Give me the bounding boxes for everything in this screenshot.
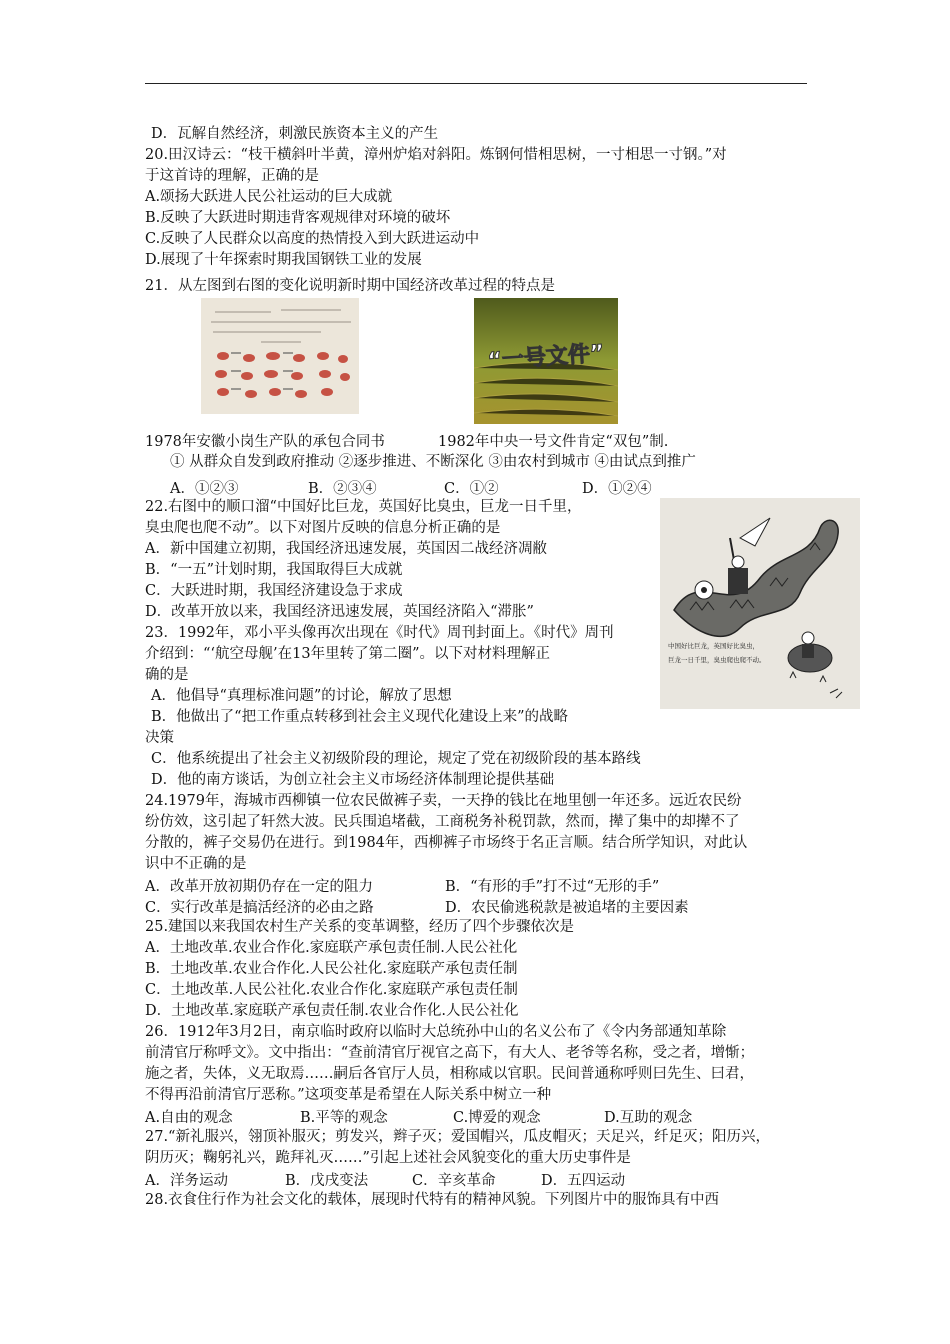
dragon-cartoon [660,498,860,709]
q24-stem-line4: 识中不正确的是 [145,856,247,872]
q21-option-d: D．①②④ [582,481,652,497]
contract-illustration [201,298,359,414]
figure-caption-right: 1982年中央一号文件肯定“双包”制. [438,434,669,450]
cartoon-caption-line1: 中国好比巨龙，英国好比臭虫， [668,642,759,650]
q27-stem-line2: 阴历灭；鞠躬礼兴，跪拜礼灭……”引起上述社会风貌变化的重大历史事件是 [145,1150,631,1166]
document-no1-photo [474,298,618,424]
q22-option-d: D．改革开放以来，我国经济迅速发展，英国经济陷入“滞胀” [145,604,534,620]
q25-option-d: D．土地改革.家庭联产承包责任制.农业合作化.人民公社化 [145,1003,519,1019]
q20-stem-line1: 20.田汉诗云：“枝干横斜叶半黄，漳州炉焰对斜阳。炼钢何惜相思树，一寸相思一寸钢。”对 [145,147,727,163]
q25-option-c: C．土地改革.人民公社化.农业合作化.家庭联产承包责任制 [145,982,518,998]
q24-stem-line2: 纷仿效，这引起了轩然大波。民兵围追堵截，工商税务补税罚款，然而，撵了集中的却撵不了 [145,814,740,830]
q20-option-b: B.反映了大跃进时期违背客观规律对环境的破坏 [145,210,451,226]
q21-option-c: C．①② [444,481,499,497]
q25-option-b: B．土地改革.农业合作化.人民公社化.家庭联产承包责任制 [145,961,518,977]
q24-option-d: D．农民偷逃税款是被追堵的主要因素 [445,900,689,916]
q22-option-a: A．新中国建立初期，我国经济迅速发展，英国因二战经济凋敝 [145,541,547,557]
q24-option-c: C．实行改革是搞活经济的必由之路 [145,900,374,916]
q27-option-a: A．洋务运动 [145,1173,228,1189]
q23-option-a: A．他倡导“真理标准问题”的讨论，解放了思想 [151,688,452,704]
header-rule [145,83,807,84]
q24-option-a: A．改革开放初期仍存在一定的阻力 [145,879,373,895]
q20-stem-line2: 于这首诗的理解，正确的是 [145,168,319,184]
q22-stem-line1: 22.右图中的顺口溜“中国好比巨龙，英国好比臭虫，巨龙一日千里， [145,499,582,515]
q27-stem-line1: 27.“新礼服兴，翎顶补服灭；剪发兴，辫子灭；爱国帽兴，瓜皮帽灭；天足兴，纤足灭；阳历兴， [145,1129,770,1145]
q22-stem-line2: 臭虫爬也爬不动”。以下对图片反映的信息分析正确的是 [145,520,501,536]
q24-option-b: B．“有形的手”打不过“无形的手” [445,879,660,895]
q27-option-c: C．辛亥革命 [412,1173,496,1189]
q21-option-b: B．②③④ [308,481,377,497]
q23-stem-line1: 23．1992年，邓小平头像再次出现在《时代》周刊封面上。《时代》周刊 [145,625,614,641]
rice-field-illustration [474,298,618,424]
q22-option-b: B．“一五”计划时期，我国取得巨大成就 [145,562,403,578]
q26-option-b: B.平等的观念 [300,1110,388,1126]
q23-option-b-cont: 决策 [145,730,174,746]
dragon-cartoon-illustration [660,498,860,709]
q28-stem: 28.衣食住行作为社会文化的载体，展现时代特有的精神风貌。下列图片中的服饰具有中西 [145,1192,720,1208]
q25-option-a: A．土地改革.农业合作化.家庭联产承包责任制.人民公社化 [145,940,518,956]
q24-stem-line3: 分散的，裤子交易仍在进行。到1984年，西柳裤子市场终于名正言顺。结合所学知识，对此认 [145,835,748,851]
q23-option-b: B．他做出了“把工作重点转移到社会主义现代化建设上来”的战略 [151,709,568,725]
q26-option-a: A.自由的观念 [145,1110,233,1126]
q26-option-c: C.博爱的观念 [453,1110,541,1126]
q23-option-d: D．他的南方谈话，为创立社会主义市场经济体制理论提供基础 [151,772,555,788]
q23-option-c: C．他系统提出了社会主义初级阶段的理论，规定了党在初级阶段的基本路线 [151,751,641,767]
q20-option-d: D.展现了十年探索时期我国钢铁工业的发展 [145,252,422,268]
q26-stem-line2: 前清官厅称呼文》。文中指出：“查前清官厅视官之高下，有大人、老爷等名称，受之者，增惭； [145,1045,755,1061]
q27-option-b: B．戊戌变法 [285,1173,369,1189]
q20-option-c: C.反映了人民群众以高度的热情投入到大跃进运动中 [145,231,480,247]
q20-option-a: A.颂扬大跃进人民公社运动的巨大成就 [145,189,393,205]
q19-option-d: D．瓦解自然经济，刺激民族资本主义的产生 [151,126,439,142]
q25-stem: 25.建国以来我国农村生产关系的变革调整，经历了四个步骤依次是 [145,919,575,935]
q27-option-d: D．五四运动 [541,1173,626,1189]
document-no1-label: “一号文件” [486,340,606,375]
q23-stem-line3: 确的是 [145,667,189,683]
q24-stem-line1: 24.1979年，海城市西柳镇一位农民做裤子卖，一天挣的钱比在地里刨一年还多。远近农民纷 [145,793,742,809]
q22-option-c: C．大跃进时期，我国经济建设急于求成 [145,583,403,599]
cartoon-caption-line2: 巨龙一日千里，臭虫爬也爬不动。 [668,656,766,664]
q21-option-a: A．①②③ [170,481,239,497]
q26-stem-line3: 施之者，失体，义无取焉……嗣后各官厅人员，相称咸以官职。民间普通称呼则曰先生、曰君， [145,1066,754,1082]
q21-stem: 21．从左图到右图的变化说明新时期中国经济改革过程的特点是 [145,278,555,294]
q26-stem-line4: 不得再沿前清官厅恶称。”这项变革是希望在人际关系中树立一种 [145,1087,552,1103]
contract-photo [201,298,359,414]
q21-statements: ① 从群众自发到政府推动 ②逐步推进、不断深化 ③由农村到城市 ④由试点到推广 [170,454,696,470]
q23-stem-line2: 介绍到：“‘航空母舰’在13年里转了第二圈”。以下对材料理解正 [145,646,550,662]
figure-caption-left: 1978年安徽小岗生产队的承包合同书 [145,434,385,450]
q26-stem-line1: 26．1912年3月2日，南京临时政府以临时大总统孙中山的名义公布了《令内务部通知革除 [145,1024,727,1040]
q26-option-d: D.互助的观念 [604,1110,693,1126]
